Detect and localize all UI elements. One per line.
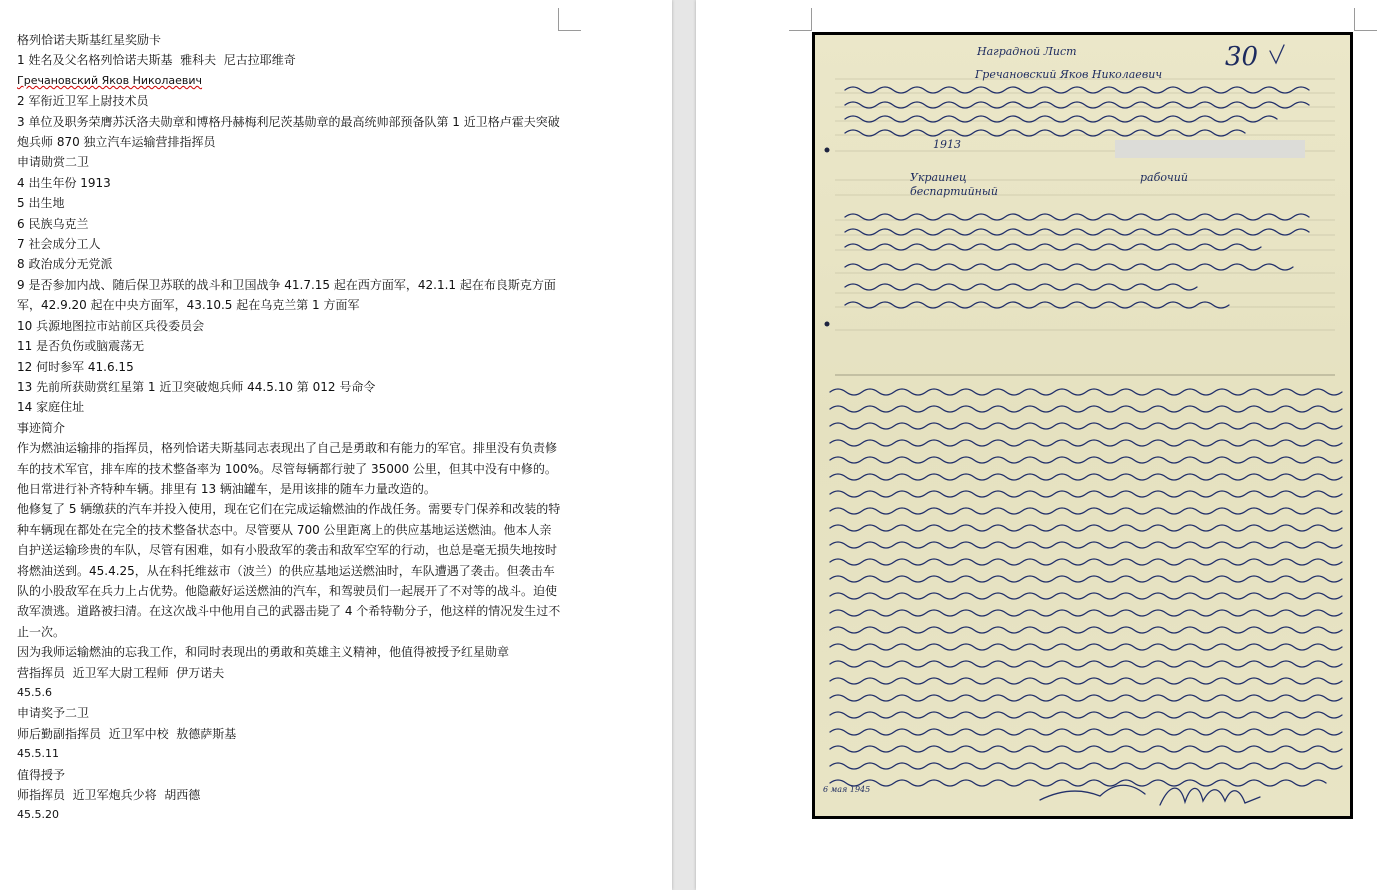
signature-date-3: 45.5.20 (17, 808, 59, 822)
summary-paragraph-1: 作为燃油运输排的指挥员，格列恰诺夫斯基同志表现出了自己是勇敢和有能力的军官。排里没有负责修车的技术军官，排车库的技术整备率为 100%。尽管每辆都行驶了 35000 公里，但其中没有中修的。他日常进行补齐特种车辆。排里有 13 辆油罐车，是用该排的随车力量改造的。 (17, 441, 558, 496)
summary-paragraph-2: 他修复了 5 辆缴获的汽车并投入使用，现在它们在完成运输燃油的作战任务。需要专门保养和改装的特种车辆现在都处在完全的技术整备状态中。尽管要从 700 公里距离上的供应基地运送燃油。他本人亲自护送运输珍贵的车队，尽管有困难，如有小股敌军的袭击和敌军空军的行动，也总是毫无损失地按时将燃油送到。45.4.25，从在科托维兹市（波兰）的供应基地运送燃油时，车队遭遇了袭击。但袭击车队的小股敌军在兵力上占优势。他隐蔽好运送燃油的汽车，和驾驶员们一起展开了不对等的战斗。迫使敌军溃逃。道路被扫清。在这次战斗中他用自己的武器击毙了 4 个希特勒分子，他这样的情况发生过不止一次。 (17, 502, 561, 639)
crop-mark (558, 8, 581, 31)
doc-title: 格列恰诺夫斯基红星奖励卡 (17, 33, 162, 47)
scan-hole-punch (825, 322, 830, 327)
scan-signature (1160, 788, 1260, 805)
scan-signature-stroke (1040, 785, 1145, 800)
field-name: 1 姓名及父名格列恰诺夫斯基 雅科夫 尼古拉耶维奇 (17, 53, 296, 68)
field-draft-office: 10 兵源地图拉市站前区兵役委员会 (17, 318, 205, 333)
scan-redaction (1115, 140, 1305, 158)
scan-social-origin: рабочий (1140, 171, 1188, 184)
crop-mark (1354, 8, 1377, 31)
field-home-address: 14 家庭住址 (17, 400, 85, 415)
crop-mark (789, 8, 812, 31)
scan-nationality: Украинец (910, 171, 967, 184)
field-war-service: 9 是否参加内战、随后保卫苏联的战斗和卫国战争 41.7.15 起在西方面军，42.1.1 起在布良斯克方面军，42.9.20 起在中央方面军，43.10.5 起在乌克兰第 1 方面军 (17, 277, 556, 313)
scan-party: беспартийный (910, 185, 998, 198)
scan-birth-year: 1913 (933, 138, 961, 151)
signature-logistics-deputy: 师后勤副指挥员 近卫军中校 敖德萨斯基 (17, 726, 237, 741)
scan-handwritten-name: Гречановский Яков Николаевич (975, 68, 1163, 81)
field-unit: 3 单位及职务荣膺苏沃洛夫勋章和博格丹赫梅利尼茨基勋章的最高统帅部预备队第 1 近卫格卢霍夫突破炮兵师 870 独立汽车运输营排指挥员 (17, 114, 560, 150)
scan-sheet-number: 30 (1225, 42, 1259, 72)
signature-division-commander: 师指挥员 近卫军炮兵少将 胡西德 (17, 788, 201, 803)
summary-conclusion: 因为我师运输燃油的忘我工作，和同时表现出的勇敢和英雄主义精神，他值得被授予红星勋章 (17, 645, 510, 660)
field-previous-awards: 13 先前所获勋赏红星第 1 近卫突破炮兵师 44.5.10 第 012 号命令 (17, 379, 376, 394)
field-social-origin: 7 社会成分工人 (17, 237, 101, 252)
scan-svg (815, 35, 1350, 816)
field-birth-year: 4 出生年份 1913 (17, 175, 111, 190)
signature-battalion-commander: 营指挥员 近卫军大尉工程师 伊万诺夫 (17, 665, 225, 680)
scanned-award-sheet-image[interactable] (815, 35, 1350, 816)
recommendation-1: 申请奖予二卫 (17, 706, 90, 721)
field-birth-place: 5 出生地 (17, 196, 65, 211)
field-name-russian: Гречановский Яков Николаевич (17, 73, 203, 87)
scan-header-title: Наградной Лист (977, 45, 1077, 58)
field-nationality: 6 民族乌克兰 (17, 216, 89, 231)
award-card-text[interactable] (17, 30, 562, 826)
field-award-requested: 申请勋赏二卫 (17, 155, 90, 170)
scan-checkmark (1270, 45, 1284, 63)
field-enlisted: 12 何时参军 41.6.15 (17, 359, 134, 374)
scan-form-lines (835, 79, 1335, 375)
signature-date-1: 45.5.6 (17, 686, 52, 699)
signature-date-2: 45.5.11 (17, 747, 59, 761)
scan-hole-punch (825, 148, 830, 153)
scan-handwriting-narrative (830, 389, 1342, 786)
scan-signature-date: 6 мая 1945 (823, 785, 871, 794)
recommendation-2: 值得授予 (17, 767, 66, 782)
field-rank: 2 军衔近卫军上尉技术员 (17, 94, 149, 109)
field-party: 8 政治成分无党派 (17, 257, 113, 272)
field-wounds: 11 是否负伤或脑震荡无 (17, 339, 145, 354)
summary-heading: 事迹简介 (17, 420, 66, 435)
